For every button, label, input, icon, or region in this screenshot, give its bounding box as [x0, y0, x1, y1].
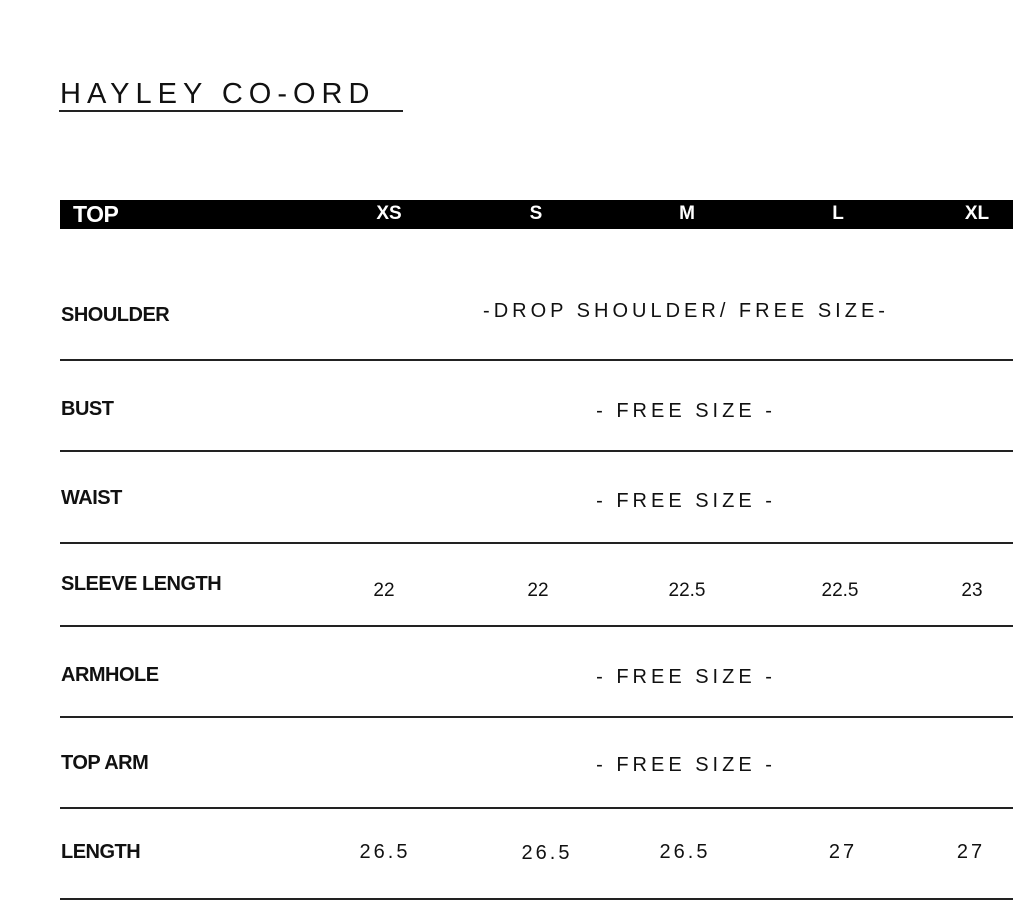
sleeve-length-xl: 23 [961, 580, 983, 601]
row-divider [60, 625, 1013, 627]
sleeve-length-s: 22 [527, 580, 549, 601]
row-divider [60, 542, 1013, 544]
shoulder-free-size: -DROP SHOULDER/ FREE SIZE- [483, 300, 889, 322]
row-divider [60, 716, 1013, 718]
armhole-free-size: - FREE SIZE - [596, 666, 776, 688]
header-size-xs: XS [376, 203, 402, 224]
sleeve-length-xs: 22 [373, 580, 395, 601]
row-divider [60, 807, 1013, 809]
row-label-bust: BUST [61, 398, 114, 420]
row-divider [60, 359, 1013, 361]
header-size-xl: XL [964, 203, 990, 224]
sleeve-length-l: 22.5 [821, 580, 859, 601]
length-s: 26.5 [521, 842, 573, 864]
row-divider [60, 450, 1013, 452]
header-section-label: TOP [73, 201, 119, 227]
header-size-m: M [679, 203, 695, 224]
header-size-s: S [529, 203, 543, 224]
row-label-armhole: ARMHOLE [61, 664, 159, 686]
header-size-l: L [832, 203, 844, 224]
length-l: 27 [828, 841, 858, 863]
top-arm-free-size: - FREE SIZE - [596, 754, 776, 776]
row-label-sleeve-length: SLEEVE LENGTH [61, 573, 222, 595]
row-label-top-arm: TOP ARM [61, 752, 149, 774]
size-table-header [60, 200, 1013, 229]
length-xs: 26.5 [359, 841, 411, 863]
row-label-length: LENGTH [61, 841, 141, 863]
row-label-shoulder: SHOULDER [61, 304, 170, 326]
row-divider [60, 898, 1013, 900]
length-xl: 27 [956, 841, 986, 863]
length-m: 26.5 [659, 841, 711, 863]
bust-free-size: - FREE SIZE - [596, 400, 776, 422]
page-title: HAYLEY CO-ORD [60, 78, 376, 110]
waist-free-size: - FREE SIZE - [596, 490, 776, 512]
title-underline [59, 110, 403, 112]
sleeve-length-m: 22.5 [668, 580, 706, 601]
row-label-waist: WAIST [61, 487, 122, 509]
